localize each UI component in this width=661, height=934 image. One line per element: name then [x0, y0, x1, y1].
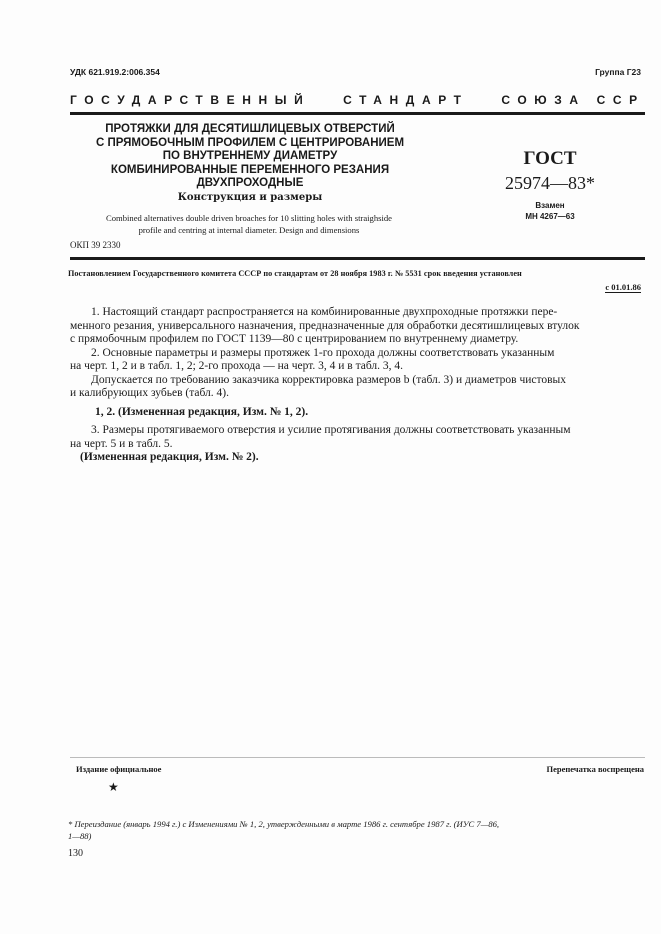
english-line: Combined alternatives double driven broaches for 10 slitting holes with straighside: [106, 213, 392, 223]
gost-label: ГОСТ: [523, 148, 577, 169]
banner: ГОСУДАРСТВЕННЫЙ СТАНДАРТ СОЮЗА ССР: [70, 93, 645, 107]
gost-block: [505, 147, 595, 221]
page-number: 130: [68, 848, 83, 859]
document-title: [80, 123, 420, 191]
divider: [70, 112, 645, 115]
title-line: ПО ВНУТРЕННЕМУ ДИАМЕТРУ: [162, 150, 338, 162]
english-line: profile and centring at internal diameter. Design and dimensions: [138, 225, 360, 235]
okp-code: ОКП 39 2330: [70, 240, 121, 250]
official-edition: Издание официальное: [76, 764, 162, 774]
text-line: и калибрующих зубьев (табл. 4).: [70, 387, 229, 399]
amendment-note: (Измененная редакция, Изм. № 2).: [80, 451, 259, 463]
text-line: 1. Настоящий стандарт распространяется на комбинированные двухпроходные протяжки пере-: [91, 306, 558, 318]
text-line: на черт. 5 и в табл. 5.: [70, 437, 173, 450]
text-line: с прямобочным профилем по ГОСТ 1139—80 с центрированием по внутреннему диаметру.: [70, 333, 519, 345]
effective-date: с 01.01.86: [605, 282, 641, 292]
english-title: [66, 212, 432, 236]
title-line: ДВУХПРОХОДНЫЕ: [196, 177, 304, 189]
footnote-line: * Переиздание (январь 1994 г.) с Изменениями № 1, 2, утвержденными в марте 1986 г. сентябре 1987 г. (ИУС 7—86,: [68, 819, 500, 829]
gost-number: 25974—83*: [505, 173, 595, 193]
amendment-note: 1, 2. (Измененная редакция, Изм. № 1, 2).: [95, 405, 309, 418]
text-line: 2. Основные параметры и размеры протяжек 1-го прохода должны соответствовать указанным: [91, 346, 555, 359]
subtitle: Конструкция и размеры: [177, 192, 323, 203]
decree-text: Постановлением Государственного комитета СССР по стандартам от 28 ноября 1983 г. № 5531 срок введения установлен: [68, 269, 522, 278]
group-code: Группа Г23: [595, 67, 641, 77]
replaces-value: МН 4267—63: [525, 212, 575, 221]
title-line: С ПРЯМОБОЧНЫМ ПРОФИЛЕМ С ЦЕНТРИРОВАНИЕМ: [95, 136, 405, 149]
divider: [70, 257, 645, 260]
text-line: менного резания, универсального назначения, предназначенные для обработки десятишлицевых втулок: [70, 319, 580, 332]
footer-divider: [70, 757, 645, 758]
footnote: [68, 818, 499, 842]
footnote-line: 1—88): [68, 831, 92, 841]
paragraph-1: [70, 306, 579, 465]
text-line: на черт. 1, 2 и в табл. 1, 2; 2-го прохода — на черт. 3, 4 и в табл. 3, 4.: [70, 360, 404, 372]
star-icon: ★: [108, 780, 119, 794]
replaces-label: Взамен: [535, 201, 565, 210]
udk-code: УДК 621.919.2:006.354: [70, 67, 160, 77]
title-line: КОМБИНИРОВАННЫЕ ПЕРЕМЕННОГО РЕЗАНИЯ: [110, 163, 390, 176]
text-line: Допускается по требованию заказчика корректировка размеров b (табл. 3) и диаметров чистовых: [91, 373, 567, 386]
text-line: 3. Размеры протягиваемого отверстия и усилие протягивания должны соответствовать указанным: [91, 424, 571, 436]
title-line: ПРОТЯЖКИ ДЛЯ ДЕСЯТИШЛИЦЕВЫХ ОТВЕРСТИЙ: [105, 123, 395, 135]
reprint-notice: Перепечатка воспрещена: [546, 764, 644, 774]
